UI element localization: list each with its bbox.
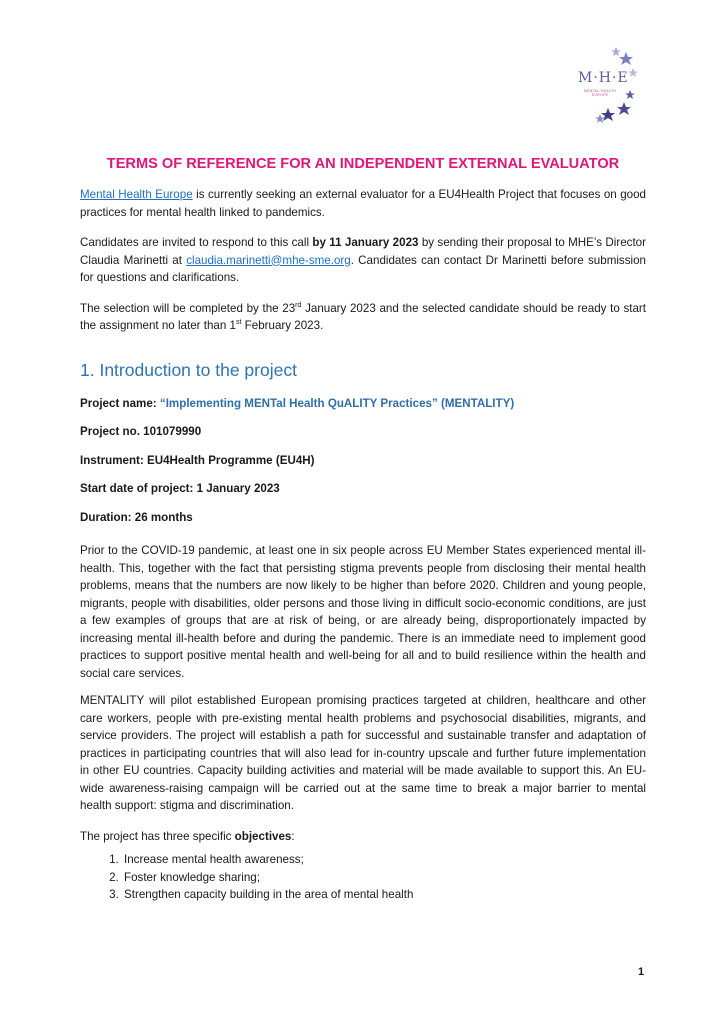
list-item: 1. Increase mental health awareness;: [122, 851, 646, 869]
document-title: TERMS OF REFERENCE FOR AN INDEPENDENT EXTERNAL EVALUATOR: [106, 156, 620, 172]
intro-text: is currently seeking an external evaluator for a EU4Health Project that focuses on good practices for mental health linked to pandemics.: [80, 188, 646, 219]
page-number: 1: [638, 966, 645, 978]
section-heading: 1. Introduction to the project: [80, 359, 297, 380]
intro-paragraph: [80, 186, 646, 221]
objectives-pre: The project has three specific: [80, 829, 235, 843]
candidates-post: . Candidates can contact Dr Marinetti before submission for questions and clarifications.: [80, 253, 646, 284]
project-number-row: Project no. 101079990: [80, 425, 202, 438]
list-item: 2. Foster knowledge sharing;: [122, 869, 646, 887]
duration-row: Duration: 26 months: [80, 510, 193, 524]
mhe-link[interactable]: Mental Health Europe: [80, 188, 193, 201]
selection-post: February 2023.: [241, 319, 324, 332]
logo-tagline: MENTAL HEALTH EUROPE: [583, 89, 617, 97]
star-cluster-icon: [578, 44, 638, 130]
document-content: [80, 155, 646, 904]
objectives-bold: objectives: [234, 829, 292, 843]
start-date-row: Start date of project: 1 January 2023: [80, 482, 280, 495]
mhe-logo: [578, 44, 638, 130]
list-item: 3. Strengthen capacity building in the area of mental health: [122, 886, 646, 904]
candidates-pre: Candidates are invited to respond to this call: [80, 236, 313, 249]
objectives-intro: [80, 828, 646, 846]
email-link[interactable]: claudia.marinetti@mhe-sme.org: [186, 253, 351, 267]
selection-sup-st: st: [235, 319, 242, 327]
logo-wordmark: M·H·E: [578, 70, 629, 86]
objectives-list: [80, 851, 646, 904]
deadline-text: by 11 January 2023: [312, 236, 419, 249]
context-paragraph: Prior to the COVID-19 pandemic, at least one in six people across EU Member States experienced mental ill-health. This, together with the fact that persisting stigma prevents people from disclosing their mental health problems, means that the numbers are now likely to be higher than before 2020. Children and young people, migrants, people with disabilities, older persons and those living in difficult socio-economic conditions, are just a few examples of groups that are at risk of being, or are already being, disproportionately impacted by increasing mental ill-health before and during the pandemic. There is an immediate need to implement good practices to support positive mental health and well-being for all and to build resilience within the health and social care services.: [80, 544, 646, 680]
selection-pre: The selection will be completed by the 23: [80, 301, 296, 315]
project-name-row: [80, 395, 646, 413]
selection-paragraph: [80, 300, 646, 335]
instrument-row: Instrument: EU4Health Programme (EU4H): [80, 453, 315, 467]
candidates-paragraph: [80, 234, 646, 287]
project-name-value: “Implementing MENTal Health QuALITY Practices” (MENTALITY): [159, 396, 515, 410]
candidates-mid: by sending their proposal to MHE’s Director Claudia Marinetti at: [80, 236, 646, 267]
mentality-paragraph: MENTALITY will pilot established European promising practices targeted at children, healthcare and other care workers, people with pre-existing mental health problems and psychosocial disabilities, migrants, and service providers. The project will establish a path for successful and sustainable transfer and adaptation of practices in participating countries that will also lead for in-country upscale and further future implementation in other EU countries. Capacity building activities and material will be made available to support this. An EU-wide awareness-raising campaign will be carried out at the same time to break a major barrier to mental health support: stigma and discrimination.: [80, 694, 646, 812]
selection-mid: January 2023 and the selected candidate should be ready to start the assignment no later than 1: [80, 301, 646, 332]
objectives-post: :: [291, 829, 295, 843]
meta-label: Project name:: [80, 396, 160, 410]
selection-sup-rd: rd: [295, 301, 302, 309]
